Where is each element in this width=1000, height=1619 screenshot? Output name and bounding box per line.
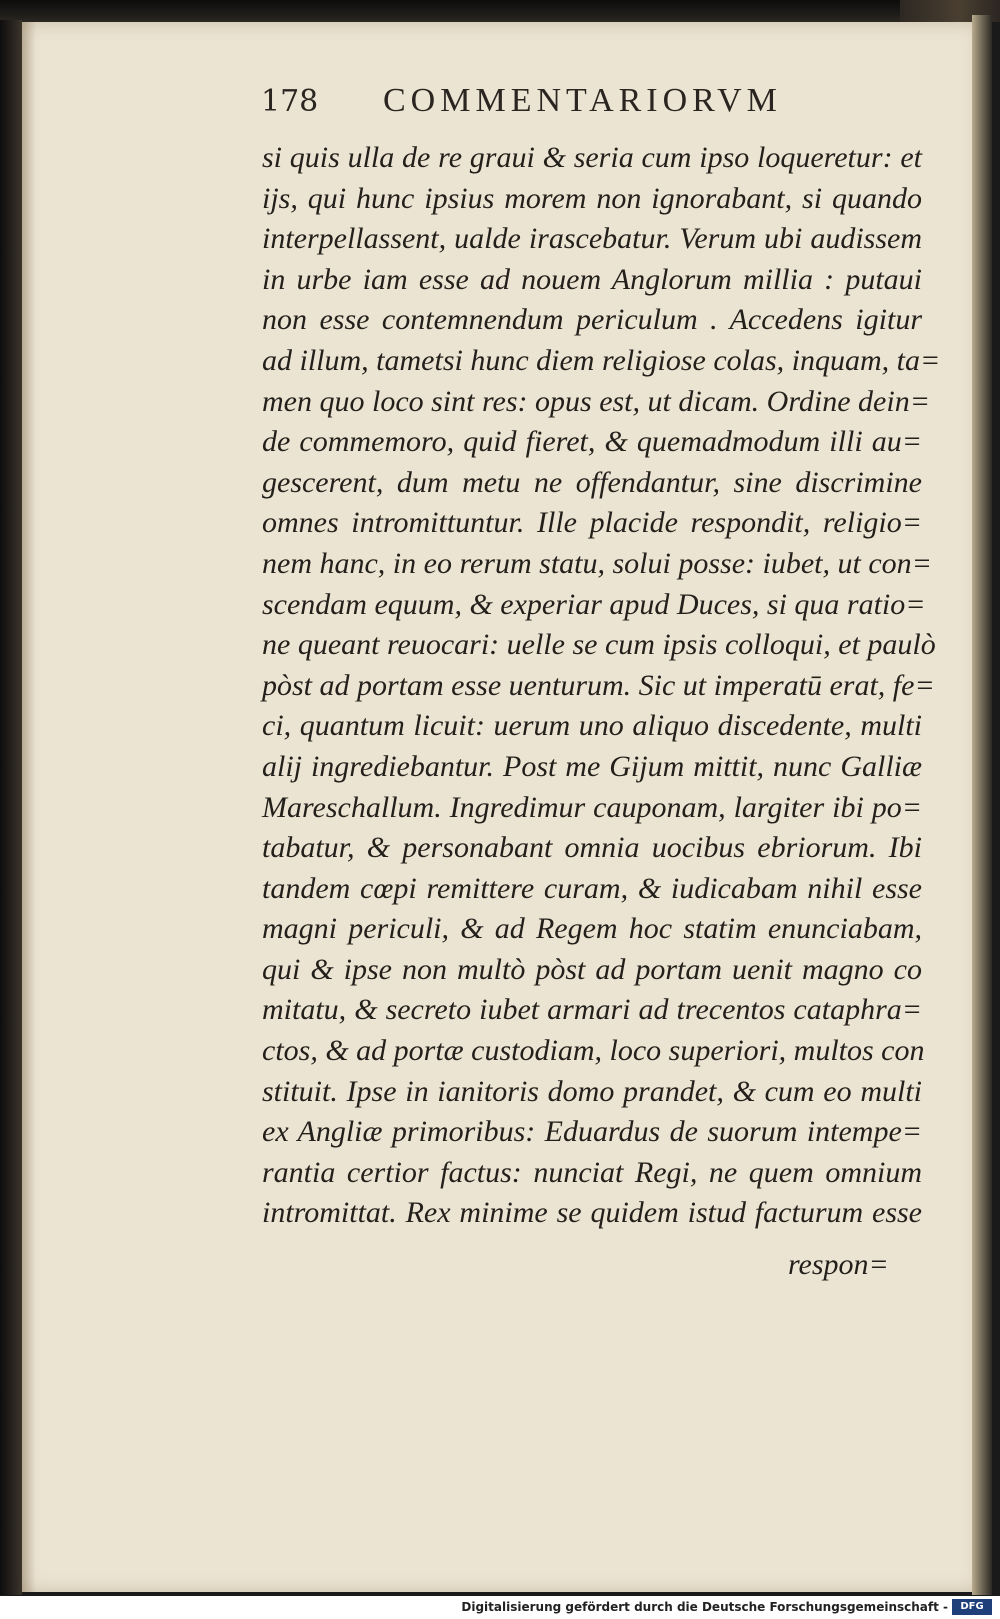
text-line: Mareschallum. Ingredimur cauponam, largiter ibi po=: [262, 790, 922, 824]
text-line: pòst ad portam esse uenturum. Sic ut imperatū erat, fe=: [262, 668, 935, 702]
text-line: de commemoro, quid fieret, & quemadmodum illi au=: [262, 425, 922, 459]
text-line: scendam equum, & experiar apud Duces, si qua ratio=: [262, 587, 926, 621]
text-line: rantia certior factus: nunciat Regi, ne quem omnium: [262, 1155, 922, 1189]
body-text: [262, 138, 941, 1234]
text-line: in urbe iam esse ad nouem Anglorum millia : putaui: [262, 262, 922, 296]
text-line: ad illum, tametsi hunc diem religiose colas, inquam, ta=: [262, 343, 941, 377]
text-line: stituit. Ipse in ianitoris domo prandet, & cum eo multi: [262, 1074, 922, 1108]
text-line: mitatu, & secreto iubet armari ad trecentos cataphra=: [262, 993, 922, 1027]
running-title: COMMENTARIORVM: [383, 82, 782, 119]
text-line: ci, quantum licuit: uerum uno aliquo discedente, multi: [262, 709, 922, 743]
digitization-footer: [0, 1596, 1000, 1619]
binding-shadow: [0, 20, 22, 1595]
page-number: 178: [261, 84, 319, 119]
text-line: men quo loco sint res: opus est, ut dicam. Ordine dein=: [262, 384, 930, 418]
text-line: omnes intromittuntur. Ille placide respondit, religio=: [262, 506, 922, 540]
text-line: qui & ipse non multò pòst ad portam uenit magno co: [262, 952, 922, 986]
text-line: alij ingrediebantur. Post me Gijum mittit, nunc Galliæ: [262, 749, 922, 783]
text-line: non esse contemnendum periculum . Accedens igitur: [262, 303, 922, 337]
text-line: interpellassent, ualde irascebatur. Verum ubi audissem: [262, 222, 922, 256]
text-line: ijs, qui hunc ipsius morem non ignorabant, si quando: [262, 181, 922, 215]
text-line: gescerent, dum metu ne offendantur, sine discrimine: [262, 465, 922, 499]
text-line: si quis ulla de re graui & seria cum ipso loqueretur: et: [262, 141, 922, 174]
page-header: [261, 80, 901, 132]
dfg-logo: DFG: [952, 1599, 992, 1615]
page-fore-edge: [972, 15, 992, 1595]
text-line: tandem cœpi remittere curam, & iudicabam nihil esse: [262, 871, 922, 905]
page-gutter: [22, 22, 36, 1592]
text-line: ne queant reuocari: uelle se cum ipsis colloqui, et paulò: [262, 628, 936, 662]
text-line: magni periculi, & ad Regem hoc statim enunciabam,: [262, 912, 922, 946]
funding-credit: Digitalisierung gefördert durch die Deutsche Forschungsgemeinschaft -: [461, 1600, 948, 1614]
text-line: ex Angliæ primoribus: Eduardus de suorum intempe=: [262, 1115, 922, 1149]
text-line: ctos, & ad portæ custodiam, loco superiori, multos con: [262, 1034, 925, 1068]
catchword: respon=: [788, 1248, 889, 1281]
book-top-edge: [0, 0, 1000, 22]
text-line: tabatur, & personabant omnia uocibus ebriorum. Ibi: [262, 831, 922, 865]
text-line: intromittat. Rex minime se quidem istud facturum esse: [262, 1196, 922, 1230]
text-line: nem hanc, in eo rerum statu, solui posse: iubet, ut con=: [262, 546, 932, 580]
